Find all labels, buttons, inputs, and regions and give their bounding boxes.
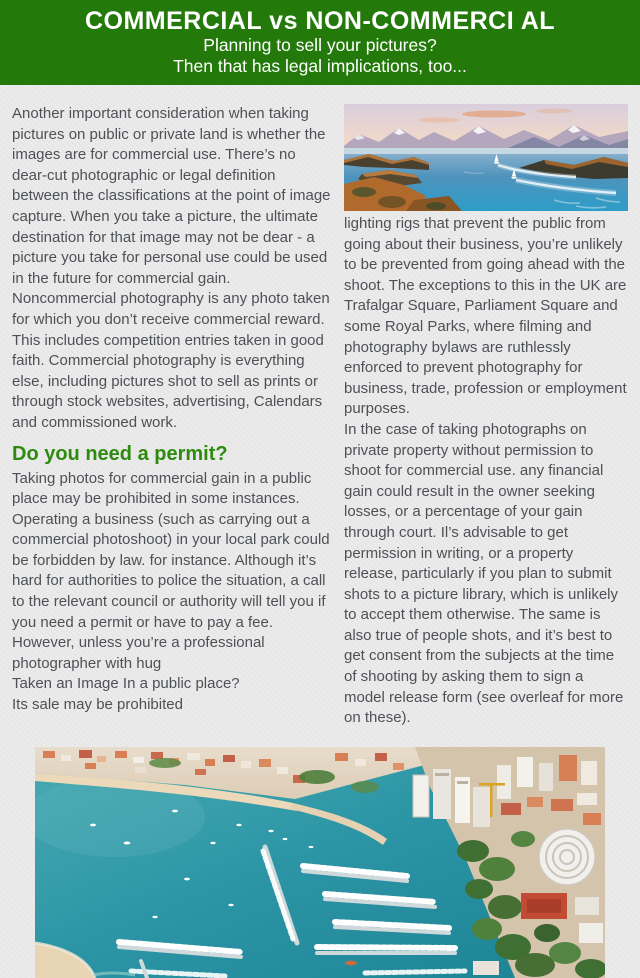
header-subtitle-line1: Planning to sell your pictures?	[203, 35, 437, 55]
right-paragraph-2: In the case of taking photographs on private property without permission to shoot for commercial use. any financial gain could result in the owner seeking losses, or a percentage of your gain through court. Il’s advisable to get permission in writing, or a property release, particularly if you plan to submit shots to a picture library, which is unlikely to accept them otherwise. The same is also true of people shots, and it’s best to get consent from the subjects at the time of shooting by asking them to sign a model release form (see overleaf for more on these).	[344, 420, 624, 727]
marina-photo	[35, 747, 605, 978]
fjord-photo	[344, 104, 628, 211]
article-body	[0, 85, 640, 729]
right-column	[344, 104, 628, 729]
header-banner	[0, 0, 640, 85]
section-heading-permit: Do you need a permit?	[12, 442, 228, 465]
right-paragraph-1: lighting rigs that prevent the public from going about their business, you’re unlikely to be prevented from going ahead with the shoot. The exceptions to this in the UK are Trafalgar Square, Parliament Square and some Royal Parks, where filming and photography bylaws are ruthlessly enforced to prevent photography for business, trade, profession or employment purposes.	[344, 215, 627, 418]
left-column	[12, 104, 334, 729]
left-paragraph-2: Taking photos for commercial gain in a public place may be prohibited in some instances. Operating a business (such as carrying out a commercial photoshoot) in your local park could be forbidden by law. for instance. Although it’s hard for authorities to police the situation, a call to the relevant council or authority will tell you if you need a permit or have to pay a fee. However, unless you’re a professional photographer with hug	[12, 469, 330, 672]
left-caption-line-2: Its sale may be prohibited	[12, 696, 183, 714]
header-subtitle-line2: Then that has legal implications, too...	[173, 56, 467, 76]
page-title: COMMERCIAL vs NON-COMMERCI AL	[84, 7, 556, 35]
left-caption-line-1: Taken an Image In a public place?	[12, 675, 240, 693]
left-paragraph-1: Another important consideration when taking pictures on public or private land is whether the images are for commercial use. There’s no dear-cut photographic or legal definition between the classifications at the point of image capture. When you take a picture, the ultimate destination for that image may not be dear - a picture you take for personal use could be used in the future for commercial gain. Noncommercial photography is any photo taken for which you don’t receive commercial reward. This includes competition entries taken in good faith. Commercial photography is everything else, including pictures shot to sell as prints or through stock websites, advertising, Calendars and commissioned work.	[12, 105, 331, 431]
